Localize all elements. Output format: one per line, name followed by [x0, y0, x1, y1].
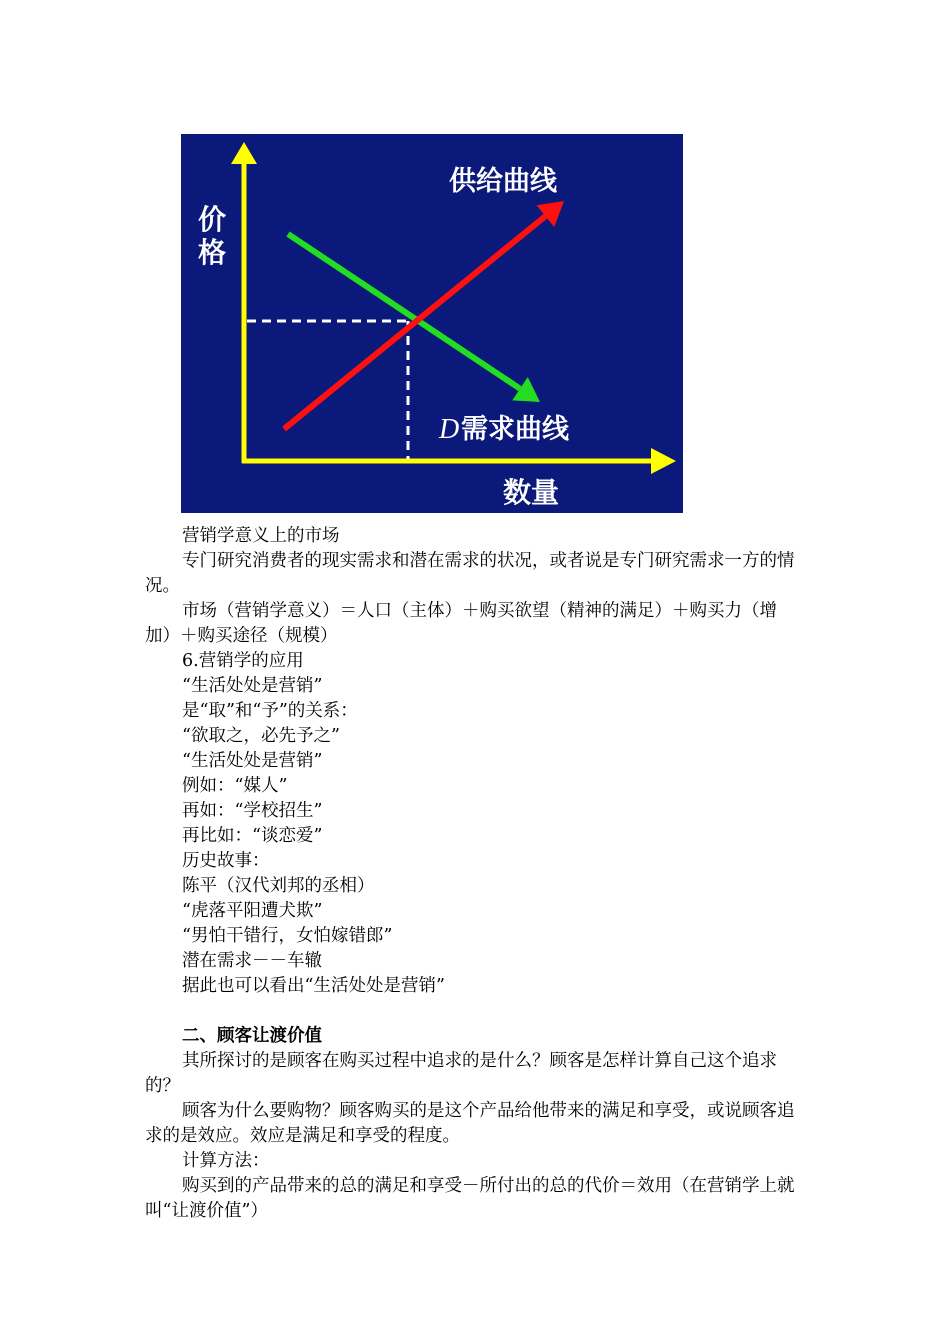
x-axis-label: 数量 [503, 476, 560, 509]
paragraph: 6.营销学的应用 [182, 651, 304, 671]
paragraph: 例如：“媒人” [182, 776, 288, 796]
paragraph: “生活处处是营销” [182, 676, 323, 696]
paragraph: 顾客为什么要购物？顾客购买的是这个产品给他带来的满足和享受，或说顾客追求的是效应。效应是满足和享受的程度。 [145, 1101, 795, 1146]
paragraph: 市场（营销学意义）＝人口（主体）＋购买欲望（精神的满足）＋购买力（增加）＋购买途径（规模） [145, 601, 777, 646]
paragraph: 历史故事： [182, 851, 270, 871]
paragraph: 专门研究消费者的现实需求和潜在需求的状况，或者说是专门研究需求一方的情况。 [145, 551, 795, 596]
supply-demand-figure [181, 134, 683, 513]
spacer [145, 999, 797, 1024]
demand-curve-label: 需求曲线 [461, 414, 569, 445]
paragraph: 再比如：“谈恋爱” [182, 826, 323, 846]
paragraph: “生活处处是营销” [182, 751, 323, 771]
y-axis-label-1: 价 [198, 203, 227, 236]
chart-background [181, 134, 683, 513]
paragraph: “虎落平阳遭犬欺” [182, 901, 323, 921]
paragraph: “男怕干错行，女怕嫁错郎” [182, 926, 393, 946]
paragraph: 购买到的产品带来的总的满足和享受－所付出的总的代价＝效用（在营销学上就叫“让渡价值”） [145, 1176, 795, 1221]
paragraph: “欲取之，必先予之” [182, 726, 340, 746]
paragraph: 陈平（汉代刘邦的丞相） [182, 876, 375, 896]
demand-curve-prefix: D [439, 414, 460, 445]
paragraph: 据此也可以看出“生活处处是营销” [182, 976, 445, 996]
supply-curve-label: 供给曲线 [449, 166, 557, 197]
paragraph: 再如：“学校招生” [182, 801, 323, 821]
paragraph: 营销学意义上的市场 [182, 526, 340, 546]
paragraph: 其所探讨的是顾客在购买过程中追求的是什么？顾客是怎样计算自己这个追求的？ [145, 1051, 777, 1096]
section-heading: 二、顾客让渡价值 [182, 1026, 322, 1046]
y-axis-label-2: 格 [198, 236, 227, 269]
supply-demand-chart [181, 134, 683, 513]
paragraph: 是“取”和“予”的关系： [182, 701, 358, 721]
document-body [145, 524, 797, 1224]
paragraph: 计算方法： [182, 1151, 270, 1171]
paragraph: 潜在需求－－车辙 [182, 951, 322, 971]
